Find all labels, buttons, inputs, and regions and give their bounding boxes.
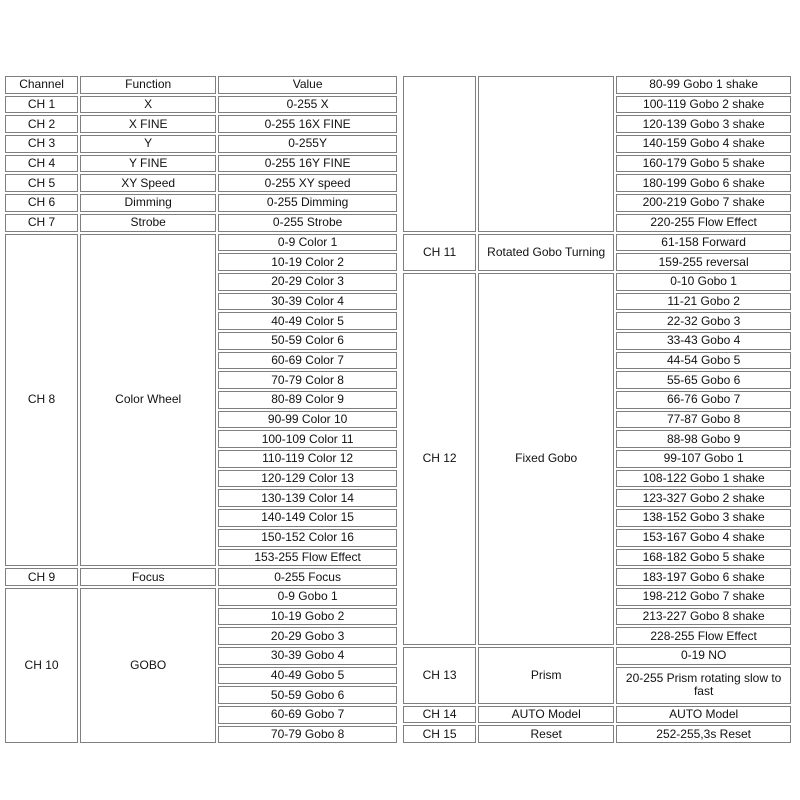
dmx-channel-table-left xyxy=(3,74,399,745)
value-cell: 20-29 Gobo 3 xyxy=(218,627,397,645)
value-cell: 153-255 Flow Effect xyxy=(218,549,397,567)
value-cell: 22-32 Gobo 3 xyxy=(616,312,791,330)
function-cell: Dimming xyxy=(80,194,216,212)
function-cell: X FINE xyxy=(80,115,216,133)
function-cell: Y xyxy=(80,135,216,153)
value-cell: 220-255 Flow Effect xyxy=(616,214,791,232)
value-cell: 88-98 Gobo 9 xyxy=(616,430,791,448)
value-cell: 70-79 Color 8 xyxy=(218,371,397,389)
value-cell: 0-9 Gobo 1 xyxy=(218,588,397,606)
channel-cell: CH 11 xyxy=(403,234,476,271)
value-cell: 0-9 Color 1 xyxy=(218,234,397,252)
value-cell: 40-49 Color 5 xyxy=(218,312,397,330)
function-cell: GOBO xyxy=(80,588,216,744)
value-cell: 90-99 Color 10 xyxy=(218,411,397,429)
function-cell: Reset xyxy=(478,725,614,743)
dmx-channel-table-right xyxy=(401,74,793,745)
value-cell: 70-79 Gobo 8 xyxy=(218,726,397,744)
value-cell: 55-65 Gobo 6 xyxy=(616,371,791,389)
value-cell: 99-107 Gobo 1 xyxy=(616,450,791,468)
value-cell: 50-59 Color 6 xyxy=(218,332,397,350)
value-cell: 130-139 Color 14 xyxy=(218,489,397,507)
table-row xyxy=(403,76,791,94)
table-row xyxy=(5,214,397,232)
value-cell: 20-29 Color 3 xyxy=(218,273,397,291)
table-row xyxy=(5,194,397,212)
table-row xyxy=(5,135,397,153)
table-row xyxy=(5,96,397,114)
channel-cell: CH 2 xyxy=(5,115,78,133)
value-cell: 153-167 Gobo 4 shake xyxy=(616,529,791,547)
value-cell: 33-43 Gobo 4 xyxy=(616,332,791,350)
value-cell: 61-158 Forward xyxy=(616,234,791,252)
value-cell: 168-182 Gobo 5 shake xyxy=(616,549,791,567)
value-cell: 183-197 Gobo 6 shake xyxy=(616,568,791,586)
value-cell: 0-255Y xyxy=(218,135,397,153)
table-row xyxy=(5,174,397,192)
function-cell: X xyxy=(80,96,216,114)
function-cell: Prism xyxy=(478,647,614,704)
table-row xyxy=(403,647,791,665)
function-cell: Y FINE xyxy=(80,155,216,173)
value-cell: 120-139 Gobo 3 shake xyxy=(616,115,791,133)
table-row xyxy=(403,706,791,724)
value-cell: 252-255,3s Reset xyxy=(616,725,791,743)
value-header: Value xyxy=(218,76,397,94)
channel-cell xyxy=(403,76,476,232)
value-cell: 50-59 Gobo 6 xyxy=(218,686,397,704)
channel-cell: CH 4 xyxy=(5,155,78,173)
function-cell: Rotated Gobo Turning xyxy=(478,234,614,271)
value-cell: 10-19 Color 2 xyxy=(218,253,397,271)
value-cell: 110-119 Color 12 xyxy=(218,450,397,468)
value-cell: 160-179 Gobo 5 shake xyxy=(616,155,791,173)
value-cell: 200-219 Gobo 7 shake xyxy=(616,194,791,212)
value-cell: 11-21 Gobo 2 xyxy=(616,293,791,311)
value-cell: 100-119 Gobo 2 shake xyxy=(616,96,791,114)
table-row xyxy=(5,568,397,586)
table-row xyxy=(403,725,791,743)
value-cell: 0-255 16Y FINE xyxy=(218,155,397,173)
value-cell: 213-227 Gobo 8 shake xyxy=(616,608,791,626)
value-cell: 80-89 Color 9 xyxy=(218,391,397,409)
channel-cell: CH 5 xyxy=(5,174,78,192)
value-cell: 0-255 X xyxy=(218,96,397,114)
value-cell: 77-87 Gobo 8 xyxy=(616,411,791,429)
value-cell: 60-69 Gobo 7 xyxy=(218,706,397,724)
value-cell: 66-76 Gobo 7 xyxy=(616,391,791,409)
channel-header: Channel xyxy=(5,76,78,94)
value-cell: 40-49 Gobo 5 xyxy=(218,667,397,685)
function-cell: AUTO Model xyxy=(478,706,614,724)
channel-cell: CH 12 xyxy=(403,273,476,645)
value-cell: 30-39 Gobo 4 xyxy=(218,647,397,665)
value-cell: 0-255 Dimming xyxy=(218,194,397,212)
table-row xyxy=(5,155,397,173)
value-cell: 100-109 Color 11 xyxy=(218,430,397,448)
header-row xyxy=(5,76,397,94)
function-header: Function xyxy=(80,76,216,94)
value-cell: 228-255 Flow Effect xyxy=(616,627,791,645)
value-cell: 44-54 Gobo 5 xyxy=(616,352,791,370)
channel-cell: CH 1 xyxy=(5,96,78,114)
value-cell: 140-149 Color 15 xyxy=(218,509,397,527)
table-row xyxy=(403,273,791,291)
function-cell xyxy=(478,76,614,232)
channel-cell: CH 10 xyxy=(5,588,78,744)
value-cell: 108-122 Gobo 1 shake xyxy=(616,470,791,488)
function-cell: Fixed Gobo xyxy=(478,273,614,645)
value-cell: 0-255 16X FINE xyxy=(218,115,397,133)
value-cell: 180-199 Gobo 6 shake xyxy=(616,174,791,192)
table-row xyxy=(5,234,397,252)
function-cell: Color Wheel xyxy=(80,234,216,567)
table-row xyxy=(5,588,397,606)
value-cell: 0-255 Strobe xyxy=(218,214,397,232)
channel-cell: CH 8 xyxy=(5,234,78,567)
channel-cell: CH 9 xyxy=(5,568,78,586)
channel-cell: CH 7 xyxy=(5,214,78,232)
channel-cell: CH 3 xyxy=(5,135,78,153)
value-cell: 123-327 Gobo 2 shake xyxy=(616,489,791,507)
value-cell: 198-212 Gobo 7 shake xyxy=(616,588,791,606)
value-cell: 0-19 NO xyxy=(616,647,791,665)
value-cell: 120-129 Color 13 xyxy=(218,470,397,488)
value-cell: 10-19 Gobo 2 xyxy=(218,608,397,626)
channel-cell: CH 14 xyxy=(403,706,476,724)
value-cell: 30-39 Color 4 xyxy=(218,293,397,311)
value-cell: 0-255 XY speed xyxy=(218,174,397,192)
table-row xyxy=(5,115,397,133)
value-cell: 20-255 Prism rotating slow to fast xyxy=(616,667,791,704)
value-cell: AUTO Model xyxy=(616,706,791,724)
value-cell: 60-69 Color 7 xyxy=(218,352,397,370)
function-cell: Strobe xyxy=(80,214,216,232)
channel-cell: CH 15 xyxy=(403,725,476,743)
value-cell: 0-10 Gobo 1 xyxy=(616,273,791,291)
table-row xyxy=(403,234,791,252)
channel-cell: CH 13 xyxy=(403,647,476,704)
value-cell: 140-159 Gobo 4 shake xyxy=(616,135,791,153)
value-cell: 0-255 Focus xyxy=(218,568,397,586)
channel-cell: CH 6 xyxy=(5,194,78,212)
value-cell: 159-255 reversal xyxy=(616,253,791,271)
value-cell: 138-152 Gobo 3 shake xyxy=(616,509,791,527)
value-cell: 80-99 Gobo 1 shake xyxy=(616,76,791,94)
function-cell: Focus xyxy=(80,568,216,586)
function-cell: XY Speed xyxy=(80,174,216,192)
value-cell: 150-152 Color 16 xyxy=(218,529,397,547)
